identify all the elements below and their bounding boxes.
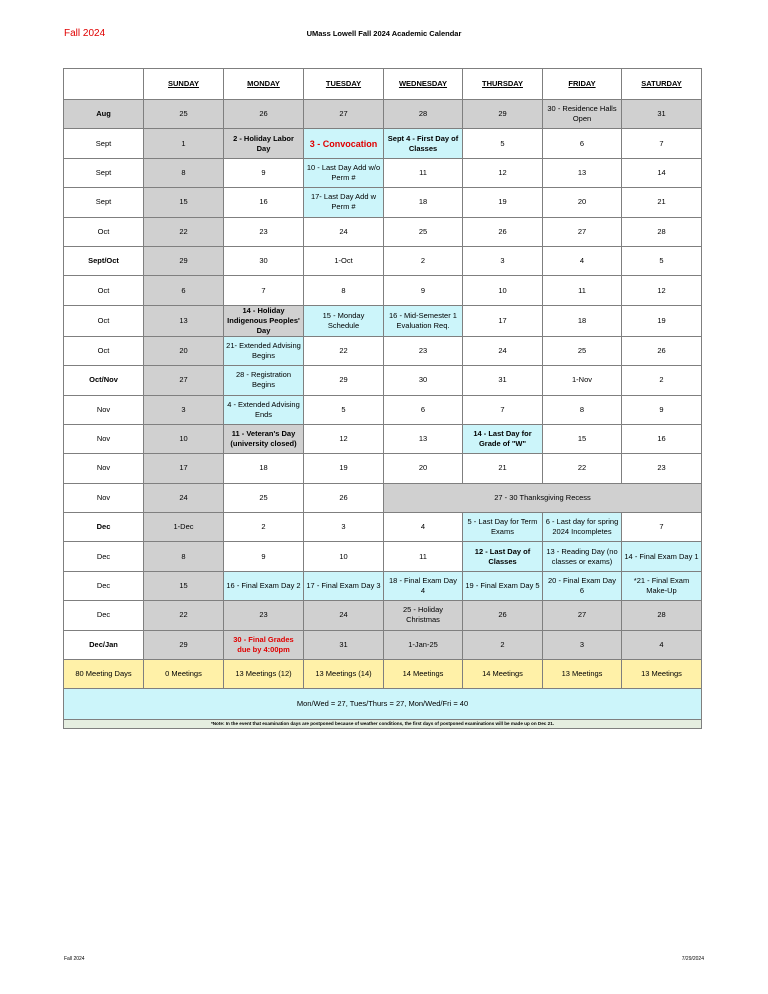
day-cell: 5 [622,246,702,275]
day-cell: 11 [384,158,463,187]
day-cell: 8 [304,276,384,305]
day-cell: 1-Nov [543,366,622,395]
week-row [64,571,702,600]
day-cell: 2 - Holiday Labor Day [224,129,304,158]
day-cell: 18 [224,454,304,483]
day-cell: 14 - Last Day for Grade of "W" [463,424,543,453]
week-row [64,217,702,246]
day-cell: 10 [463,276,543,305]
day-cell: 19 [304,454,384,483]
day-cell: 15 [144,188,224,217]
day-cell: 11 [543,276,622,305]
month-cell: Dec [64,601,144,630]
day-cell: 15 [144,571,224,600]
meetings-cell: 14 Meetings [384,660,463,689]
day-cell: 10 [304,542,384,571]
day-cell: 24 [463,336,543,365]
day-cell: 19 [622,305,702,336]
month-cell: Nov [64,483,144,512]
day-cell: 23 [622,454,702,483]
day-cell: 13 [543,158,622,187]
day-cell: 11 - Veteran's Day (university closed) [224,424,304,453]
week-row [64,601,702,630]
month-cell: Oct [64,276,144,305]
day-cell: 18 [543,305,622,336]
day-cell: 7 [463,395,543,424]
day-cell: 6 [144,276,224,305]
day-cell: 19 - Final Exam Day 5 [463,571,543,600]
day-cell: 25 - Holiday Christmas [384,601,463,630]
header-monday: MONDAY [224,69,304,100]
meetings-cell: 0 Meetings [144,660,224,689]
day-cell: 26 [463,217,543,246]
day-cell: 29 [144,630,224,659]
day-cell: 1-Dec [144,513,224,542]
day-cell: 27 [543,217,622,246]
day-cell: 16 - Mid-Semester 1 Evaluation Req. [384,305,463,336]
week-row [64,630,702,659]
day-cell: 12 - Last Day of Classes [463,542,543,571]
header-term: Fall 2024 [64,28,106,39]
day-cell: 8 [144,158,224,187]
day-cell: 17 - Final Exam Day 3 [304,571,384,600]
day-cell: 18 - Final Exam Day 4 [384,571,463,600]
day-cell: 13 [144,305,224,336]
day-cell: 15 - Monday Schedule [304,305,384,336]
month-cell: Oct [64,305,144,336]
day-cell: 17 [463,305,543,336]
day-cell: Sept 4 - First Day of Classes [384,129,463,158]
header-thursday: THURSDAY [463,69,543,100]
day-cell: 25 [144,100,224,129]
day-cell: 31 [463,366,543,395]
header-blank-cell [64,69,144,100]
day-cell: 2 [384,246,463,275]
day-cell: 7 [224,276,304,305]
day-cell: 16 [622,424,702,453]
meetings-cell: 13 Meetings [622,660,702,689]
day-cell: 31 [622,100,702,129]
day-cell: 16 [224,188,304,217]
weekday-header-row [64,69,702,100]
day-cell: 9 [224,542,304,571]
day-cell: 7 [622,129,702,158]
day-cell: 17 [144,454,224,483]
day-cell: 24 [304,217,384,246]
day-cell: 27 [543,601,622,630]
day-cell: 5 - Last Day for Term Exams [463,513,543,542]
day-cell: 12 [622,276,702,305]
day-cell: 8 [543,395,622,424]
day-cell: 21 [463,454,543,483]
footer-date: 7/29/2024 [681,956,704,962]
day-cell: 2 [622,366,702,395]
day-cell: 6 [543,129,622,158]
header-tuesday: TUESDAY [304,69,384,100]
day-cell: 6 - Last day for spring 2024 Incompletes [543,513,622,542]
month-cell: Oct [64,336,144,365]
day-cell: 23 [224,601,304,630]
month-cell: Oct/Nov [64,366,144,395]
day-cell: 25 [384,217,463,246]
final-grades-due-cell: 30 - Final Grades due by 4:00pm [224,630,304,659]
day-cell: 9 [384,276,463,305]
week-row [64,336,702,365]
day-cell: 2 [463,630,543,659]
academic-calendar-table [63,68,702,729]
month-cell: Sept [64,188,144,217]
day-cell: 14 - Holiday Indigenous Peoples' Day [224,305,304,336]
month-cell: Sept [64,158,144,187]
month-cell: Oct [64,217,144,246]
month-cell: Sept/Oct [64,246,144,275]
day-cell: 1-Jan-25 [384,630,463,659]
weather-note: *Note: In the event that examination days are postponed because of weather conditions, the first days of postponed examinations will be made up on Dec 21. [64,720,702,729]
day-cell: 17- Last Day Add w Perm # [304,188,384,217]
day-cell: 12 [463,158,543,187]
day-cell: 24 [304,601,384,630]
day-cell: 27 [144,366,224,395]
footer-term: Fall 2024 [64,956,85,962]
day-cell: 26 [622,336,702,365]
header-saturday: SATURDAY [622,69,702,100]
day-cell: 5 [304,395,384,424]
day-cell: 18 [384,188,463,217]
month-cell: Dec/Jan [64,630,144,659]
week-row [64,454,702,483]
day-cell: 26 [463,601,543,630]
day-cell: 25 [224,483,304,512]
day-cell: 26 [224,100,304,129]
day-cell: 13 [384,424,463,453]
day-cell: 8 [144,542,224,571]
day-cell: 22 [144,217,224,246]
meetings-total-cell: 80 Meeting Days [64,660,144,689]
day-cell: 9 [622,395,702,424]
week-row [64,100,702,129]
day-cell: 3 [304,513,384,542]
month-cell: Dec [64,542,144,571]
week-row [64,366,702,395]
day-cell: 1 [144,129,224,158]
day-cell: 3 [543,630,622,659]
meetings-cell: 13 Meetings [543,660,622,689]
day-cell: 23 [384,336,463,365]
week-row [64,542,702,571]
header-friday: FRIDAY [543,69,622,100]
month-cell: Dec [64,513,144,542]
week-row [64,513,702,542]
day-cell: 3 - Convocation [304,129,384,158]
week-row [64,188,702,217]
day-cell: 20 [543,188,622,217]
day-cell: 25 [543,336,622,365]
summary-row [64,689,702,720]
day-cell: 30 [224,246,304,275]
meetings-cell: 13 Meetings (14) [304,660,384,689]
week-row [64,246,702,275]
day-cell: 27 [304,100,384,129]
day-cell: 4 [384,513,463,542]
day-cell: 30 [384,366,463,395]
day-cell: 20 [144,336,224,365]
day-cell: 24 [144,483,224,512]
week-row [64,483,702,512]
day-cell: 9 [224,158,304,187]
day-cell: 14 - Final Exam Day 1 [622,542,702,571]
week-row [64,158,702,187]
day-cell: 4 - Extended Advising Ends [224,395,304,424]
day-cell: 3 [144,395,224,424]
meetings-cell: 14 Meetings [463,660,543,689]
header-wednesday: WEDNESDAY [384,69,463,100]
day-cell: 28 [384,100,463,129]
header-sunday: SUNDAY [144,69,224,100]
day-cell: 19 [463,188,543,217]
week-row [64,129,702,158]
day-cell: 7 [622,513,702,542]
thanksgiving-recess-cell: 27 - 30 Thanksgiving Recess [384,483,702,512]
day-cell: 1-Oct [304,246,384,275]
day-cell: 28 [622,217,702,246]
day-cell: 23 [224,217,304,246]
month-cell: Nov [64,424,144,453]
day-cell: 21- Extended Advising Begins [224,336,304,365]
day-cell: 29 [144,246,224,275]
day-cell: 3 [463,246,543,275]
day-cell: 2 [224,513,304,542]
day-cell: 21 [622,188,702,217]
day-cell: 22 [543,454,622,483]
meetings-cell: 13 Meetings (12) [224,660,304,689]
day-cell: 6 [384,395,463,424]
day-cell: 4 [543,246,622,275]
day-cell: 29 [304,366,384,395]
day-cell: 22 [304,336,384,365]
day-cell: 10 [144,424,224,453]
month-cell: Nov [64,454,144,483]
day-cell: 11 [384,542,463,571]
meeting-summary: Mon/Wed = 27, Tues/Thurs = 27, Mon/Wed/Fri = 40 [64,689,702,720]
day-cell: 20 [384,454,463,483]
day-cell: 5 [463,129,543,158]
month-cell: Sept [64,129,144,158]
page-title: UMass Lowell Fall 2024 Academic Calendar [306,29,462,38]
week-row [64,395,702,424]
day-cell: 26 [304,483,384,512]
day-cell: 12 [304,424,384,453]
day-cell: 4 [622,630,702,659]
day-cell: 10 - Last Day Add w/o Perm # [304,158,384,187]
month-cell: Aug [64,100,144,129]
day-cell: 28 - Registration Begins [224,366,304,395]
week-row [64,305,702,336]
day-cell: 30 - Residence Halls Open [543,100,622,129]
day-cell: 14 [622,158,702,187]
month-cell: Nov [64,395,144,424]
month-cell: Dec [64,571,144,600]
note-row [64,720,702,729]
day-cell: 31 [304,630,384,659]
day-cell: 29 [463,100,543,129]
day-cell: 20 - Final Exam Day 6 [543,571,622,600]
day-cell: 22 [144,601,224,630]
day-cell: *21 - Final Exam Make-Up [622,571,702,600]
day-cell: 15 [543,424,622,453]
meetings-row [64,660,702,689]
day-cell: 13 - Reading Day (no classes or exams) [543,542,622,571]
week-row [64,276,702,305]
day-cell: 16 - Final Exam Day 2 [224,571,304,600]
day-cell: 28 [622,601,702,630]
week-row [64,424,702,453]
